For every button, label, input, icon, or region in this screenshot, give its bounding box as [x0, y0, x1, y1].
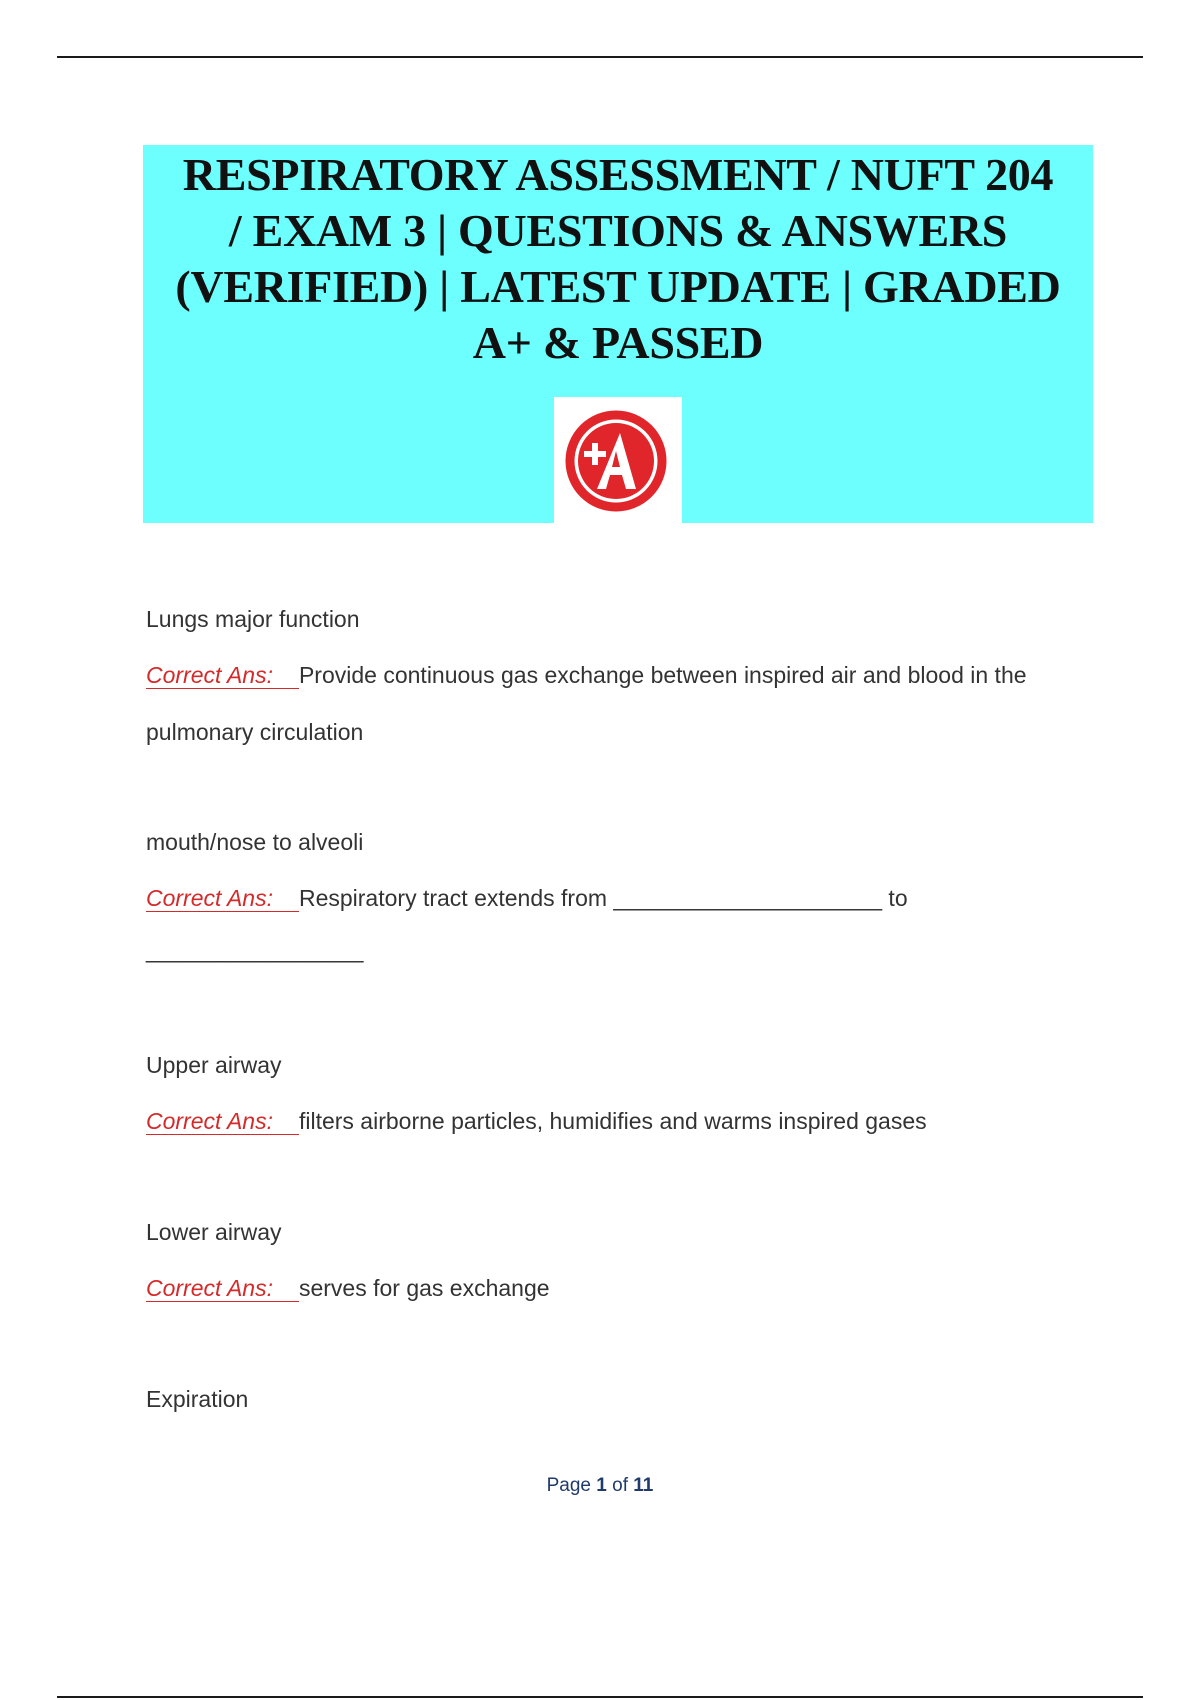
question-text: Expiration	[146, 1386, 249, 1412]
title-line: RESPIRATORY ASSESSMENT / NUFT 204	[182, 149, 1054, 200]
correct-answer-label: Correct Ans:	[146, 1108, 299, 1135]
page-footer	[0, 1475, 1200, 1497]
answer-text: Provide continuous gas exchange between inspired air and blood in the	[298, 662, 1027, 688]
correct-answer-label: Correct Ans:	[146, 1275, 299, 1302]
answer-text: Respiratory tract extends from _____________________ to	[298, 885, 908, 911]
answer-text: serves for gas exchange	[298, 1275, 550, 1301]
correct-answer-label: Correct Ans:	[146, 885, 299, 912]
top-rule	[57, 56, 1143, 58]
question-text: Lungs major function	[146, 606, 360, 632]
title-line: A+ & PASSED	[472, 317, 764, 368]
page-total: 11	[633, 1475, 654, 1496]
question-text: Lower airway	[146, 1219, 282, 1245]
bottom-rule	[57, 1696, 1143, 1698]
question-text: mouth/nose to alveoli	[146, 829, 364, 855]
answer-text: pulmonary circulation	[146, 719, 364, 745]
answer-line	[146, 1108, 927, 1135]
correct-answer-label: Correct Ans:	[146, 662, 299, 689]
answer-line	[146, 885, 908, 912]
answer-line	[146, 662, 1027, 689]
a-plus-grade-logo-icon	[564, 409, 672, 513]
answer-text: filters airborne particles, humidifies and warms inspired gases	[298, 1108, 927, 1134]
title-banner	[143, 145, 1093, 523]
page-word: Page	[546, 1475, 591, 1496]
page-current: 1	[596, 1475, 607, 1496]
title-line: (VERIFIED) | LATEST UPDATE | GRADED	[175, 261, 1061, 312]
answer-line	[146, 1275, 550, 1302]
answer-text: _________________	[146, 937, 364, 963]
logo-box	[554, 397, 682, 523]
question-text: Upper airway	[146, 1052, 282, 1078]
document-title	[143, 145, 1093, 371]
title-line: / EXAM 3 | QUESTIONS & ANSWERS	[228, 205, 1008, 256]
of-word: of	[612, 1475, 628, 1496]
